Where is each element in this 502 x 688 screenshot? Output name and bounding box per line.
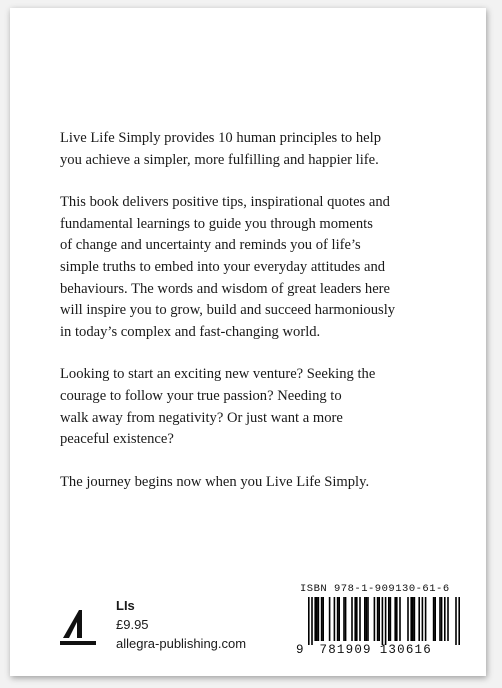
barcode-bar <box>394 597 396 641</box>
barcode-bar <box>322 597 324 641</box>
blurb-line: of change and uncertainty and reminds you of life’s <box>60 237 361 254</box>
barcode-bar <box>390 597 392 641</box>
barcode-bar <box>311 597 313 645</box>
barcode-bar <box>422 597 424 641</box>
barcode-bars <box>300 597 468 645</box>
barcode-bar <box>439 597 441 641</box>
blurb-line: simple truths to embed into your everyday attitudes and <box>60 258 386 275</box>
blurb-line: will inspire you to grow, build and succeed harmoniously <box>60 302 396 319</box>
blurb-line: behaviours. The words and wisdom of great leaders here <box>60 280 391 297</box>
barcode-bar <box>337 597 339 641</box>
barcode-bar <box>377 597 379 641</box>
blurb-paragraph-4 <box>60 472 460 494</box>
ean-left-group: 781909 <box>319 643 372 657</box>
barcode-bar <box>364 597 366 641</box>
barcode-bar <box>388 597 390 641</box>
barcode-bar <box>455 597 457 645</box>
blurb-line: The journey begins now when you Live Life Simply. <box>60 473 370 490</box>
barcode-bar <box>329 597 331 641</box>
imprint-code: LIs <box>116 598 135 613</box>
blurb-line: peaceful existence? <box>60 431 174 448</box>
barcode-bar <box>343 597 345 641</box>
barcode-bar <box>378 597 380 641</box>
barcode-bar <box>366 597 368 641</box>
barcode-bar <box>425 597 427 641</box>
allegra-a-logo-icon <box>60 608 96 648</box>
barcode-bar <box>354 597 356 641</box>
barcode-bar <box>407 597 409 641</box>
barcode-bar <box>338 597 340 641</box>
publisher-website: allegra-publishing.com <box>116 636 247 651</box>
blurb-paragraph-2 <box>60 192 460 343</box>
barcode-bar <box>458 597 460 645</box>
blurb-paragraph-3 <box>60 364 460 450</box>
barcode-bar <box>345 597 347 641</box>
blurb-line: courage to follow your true passion? Needing to <box>60 387 342 404</box>
blurb-line: walk away from negativity? Or just want a more <box>60 409 343 426</box>
publisher-info <box>116 596 246 653</box>
barcode-bar <box>374 597 376 641</box>
barcode-bar <box>444 597 446 641</box>
barcode-bar <box>418 597 420 641</box>
barcode-bar <box>441 597 443 641</box>
barcode-bar <box>447 597 449 641</box>
blurb-line: in today’s complex and fast-changing world. <box>60 323 321 340</box>
ean-lead-digit: 9 <box>296 643 304 657</box>
isbn-barcode <box>296 583 474 673</box>
blurb-line: This book delivers positive tips, inspirational quotes and <box>60 194 390 211</box>
ean-right-group: 130616 <box>379 643 432 657</box>
ean-digits <box>296 643 468 657</box>
barcode-bar <box>334 597 336 641</box>
barcode-bar <box>385 597 387 645</box>
barcode-bar <box>356 597 358 641</box>
barcode-bar <box>308 597 310 645</box>
barcode-bar <box>433 597 435 641</box>
blurb-text <box>60 128 460 514</box>
barcode-bar <box>318 597 320 641</box>
barcode-bar <box>399 597 401 641</box>
blurb-line: you achieve a simpler, more fulfilling and happier life. <box>60 151 379 168</box>
barcode-bar <box>410 597 412 641</box>
isbn-number: ISBN 978-1-909130-61-6 <box>300 583 450 595</box>
blurb-line: Looking to start an exciting new venture? Seeking the <box>60 366 376 383</box>
barcode-bar <box>396 597 398 641</box>
barcode-bar <box>314 597 316 641</box>
blurb-line: Live Life Simply provides 10 human principles to help <box>60 130 382 146</box>
barcode-bar <box>412 597 414 641</box>
book-back-cover <box>10 8 486 676</box>
barcode-bar <box>367 597 369 641</box>
blurb-paragraph-1 <box>60 128 460 171</box>
barcode-bar <box>316 597 318 641</box>
barcode-bar <box>351 597 353 641</box>
blurb-line: fundamental learnings to guide you through moments <box>60 215 373 232</box>
barcode-bar <box>321 597 323 641</box>
price: £9.95 <box>116 617 149 632</box>
barcode-bar <box>382 597 384 645</box>
barcode-bar <box>359 597 361 641</box>
barcode-bar <box>434 597 436 641</box>
barcode-bar <box>414 597 416 641</box>
